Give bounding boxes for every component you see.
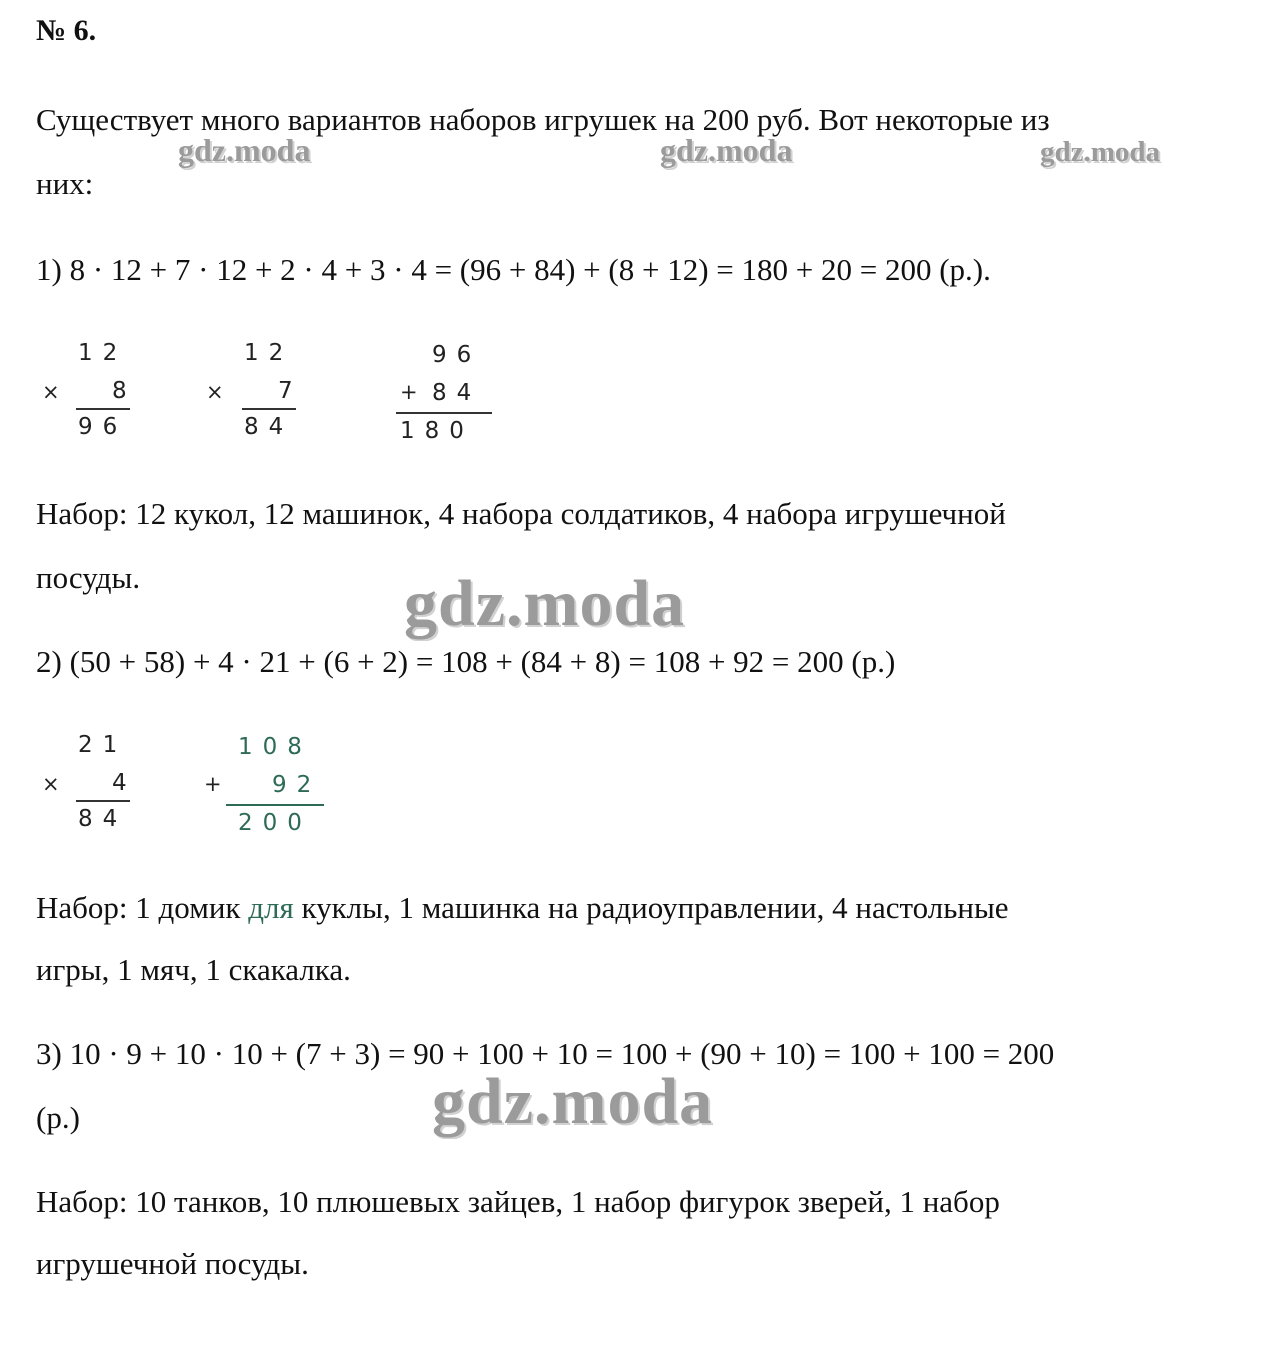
variant-1-set-line-1: Набор: 12 кукол, 12 машинок, 4 набора солдатиков, 4 набора игрушечной bbox=[36, 496, 1006, 531]
calc-top: 96 bbox=[432, 342, 482, 368]
multiply-sign: × bbox=[206, 380, 224, 404]
calc-bottom: 84 bbox=[432, 380, 482, 406]
watermark: gdz.moda bbox=[178, 132, 311, 168]
intro-line-2: них: bbox=[36, 166, 94, 201]
watermark: gdz.moda bbox=[1040, 136, 1161, 168]
calc-line bbox=[226, 804, 324, 806]
set-text-highlight: для bbox=[248, 890, 294, 925]
calc-result: 200 bbox=[238, 810, 312, 836]
calc-line bbox=[242, 408, 296, 410]
set-text: куклы, 1 машинка на радиоуправлении, 4 настольные bbox=[293, 890, 1009, 925]
variant-2-expression: 2) (50 + 58) + 4 · 21 + (6 + 2) = 108 + (84 + 8) = 108 + 92 = 200 (р.) bbox=[36, 644, 896, 679]
watermark: gdz.moda bbox=[660, 132, 793, 168]
multiply-sign: × bbox=[42, 772, 60, 796]
calc-result: 84 bbox=[78, 806, 128, 832]
calc-bottom: 4 bbox=[112, 770, 137, 796]
calc-top: 12 bbox=[244, 340, 294, 366]
multiply-sign: × bbox=[42, 380, 60, 404]
watermark: gdz.moda bbox=[404, 567, 686, 640]
task-number: № 6. bbox=[36, 14, 97, 47]
calc-result: 96 bbox=[78, 414, 128, 440]
calc-result: 84 bbox=[244, 414, 294, 440]
watermark: gdz.moda bbox=[432, 1065, 714, 1138]
variant-1-set-line-2: посуды. bbox=[36, 560, 141, 595]
variant-2-set-line-1 bbox=[36, 888, 1009, 928]
variant-2-set-line-2: игры, 1 мяч, 1 скакалка. bbox=[36, 952, 351, 987]
variant-3-expression-line-1: 3) 10 · 9 + 10 · 10 + (7 + 3) = 90 + 100 + 10 = 100 + (90 + 10) = 100 + 100 = 200 bbox=[36, 1036, 1055, 1071]
column-multiplication-12x8 bbox=[42, 340, 142, 450]
calc-bottom: 92 bbox=[272, 772, 322, 798]
calc-result: 180 bbox=[400, 418, 474, 444]
calc-line bbox=[76, 800, 130, 802]
plus-sign: + bbox=[204, 772, 222, 796]
variant-1-expression: 1) 8 · 12 + 7 · 12 + 2 · 4 + 3 · 4 = (96 + 84) + (8 + 12) = 180 + 20 = 200 (р.). bbox=[36, 252, 991, 287]
calc-line bbox=[396, 412, 492, 414]
variant-3-set-line-2: игрушечной посуды. bbox=[36, 1246, 309, 1281]
calc-top: 108 bbox=[238, 734, 312, 760]
calc-bottom: 8 bbox=[112, 378, 137, 404]
calc-bottom: 7 bbox=[278, 378, 303, 404]
calc-top: 12 bbox=[78, 340, 128, 366]
column-multiplication-21x4 bbox=[42, 732, 142, 842]
set-text: Набор: 1 домик bbox=[36, 890, 249, 925]
variant-3-expression-line-2: (р.) bbox=[36, 1100, 80, 1135]
plus-sign: + bbox=[400, 380, 418, 404]
calc-line bbox=[76, 408, 130, 410]
column-multiplication-12x7 bbox=[206, 340, 306, 450]
intro-line-1: Существует много вариантов наборов игрушек на 200 руб. Вот некоторые из bbox=[36, 102, 1050, 137]
variant-3-set-line-1: Набор: 10 танков, 10 плюшевых зайцев, 1 набор фигурок зверей, 1 набор bbox=[36, 1184, 1000, 1219]
column-addition-96-84 bbox=[396, 342, 506, 452]
column-addition-108-92 bbox=[200, 734, 330, 844]
calc-top: 21 bbox=[78, 732, 128, 758]
